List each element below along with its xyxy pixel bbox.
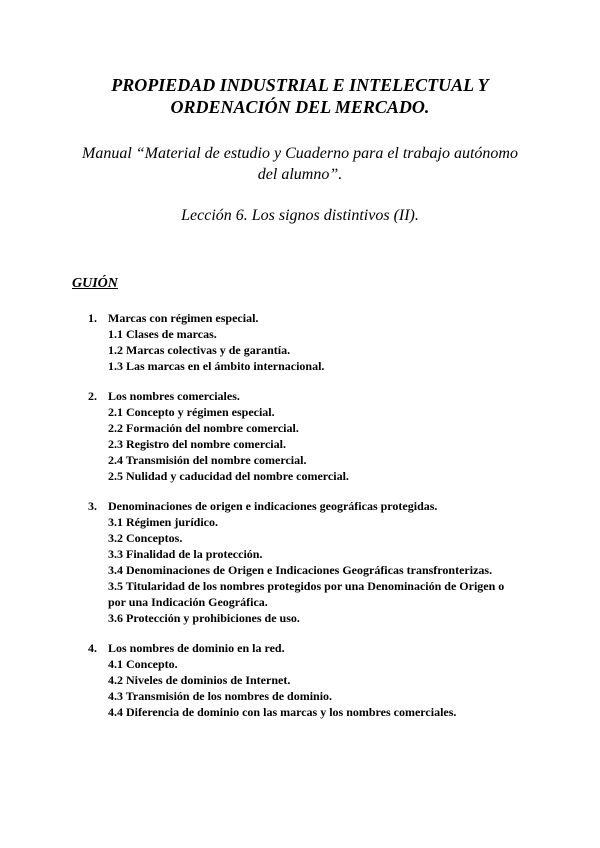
section-number: 3. — [88, 499, 97, 513]
section-header — [88, 310, 528, 326]
list-item: 4.2 Niveles de dominios de Internet. — [108, 673, 291, 687]
section-header — [88, 388, 528, 404]
subtitle-line-1: Manual “Material de estudio y Cuaderno para el trabajo autónomo — [82, 145, 518, 162]
section-header — [88, 640, 528, 656]
list-item: 2.5 Nulidad y caducidad del nombre comercial. — [108, 469, 349, 483]
list-item: 3.6 Protección y prohibiciones de uso. — [108, 611, 300, 625]
list-item: 3.3 Finalidad de la protección. — [108, 547, 263, 561]
section-header — [88, 498, 528, 514]
title-line-1: PROPIEDAD INDUSTRIAL E INTELECTUAL Y — [111, 75, 489, 95]
list-item: 2.2 Formación del nombre comercial. — [108, 421, 299, 435]
list-item: 1.2 Marcas colectivas y de garantía. — [108, 343, 291, 357]
guion-heading: GUIÓN — [72, 276, 118, 291]
section-title: Los nombres de dominio en la red. — [108, 641, 285, 655]
section-number: 2. — [88, 389, 97, 403]
list-item: 2.1 Concepto y régimen especial. — [108, 405, 275, 419]
toc-section-1 — [88, 310, 528, 374]
document-subtitle — [60, 143, 540, 185]
document-title — [60, 74, 540, 118]
toc-section-3 — [88, 498, 528, 626]
list-item: 3.1 Régimen jurídico. — [108, 515, 218, 529]
toc-section-4 — [88, 640, 528, 720]
section-title: Marcas con régimen especial. — [108, 311, 259, 325]
list-item-continuation: por una Indicación Geográfica. — [108, 595, 268, 609]
list-item: 1.3 Las marcas en el ámbito internacional. — [108, 359, 325, 373]
section-number: 1. — [88, 311, 97, 325]
list-item: 3.4 Denominaciones de Origen e Indicaciones Geográficas transfronterizas. — [108, 563, 493, 577]
title-line-2: ORDENACIÓN DEL MERCADO. — [170, 97, 430, 117]
lesson-heading: Lección 6. Los signos distintivos (II). — [181, 207, 419, 224]
list-item: 4.4 Diferencia de dominio con las marcas y los nombres comerciales. — [108, 705, 457, 719]
section-title: Denominaciones de origen e indicaciones geográficas protegidas. — [108, 499, 438, 513]
toc-section-2 — [88, 388, 528, 484]
list-item: 3.2 Conceptos. — [108, 531, 183, 545]
section-number: 4. — [88, 641, 97, 655]
section-title: Los nombres comerciales. — [108, 389, 240, 403]
subtitle-line-2: del alumno”. — [257, 166, 343, 183]
list-item: 1.1 Clases de marcas. — [108, 327, 217, 341]
list-item: 2.3 Registro del nombre comercial. — [108, 437, 286, 451]
list-item: 3.5 Titularidad de los nombres protegidos por una Denominación de Origen o — [108, 579, 505, 593]
list-item: 2.4 Transmisión del nombre comercial. — [108, 453, 307, 467]
table-of-contents — [88, 310, 528, 734]
list-item: 4.1 Concepto. — [108, 657, 178, 671]
list-item: 4.3 Transmisión de los nombres de dominio. — [108, 689, 333, 703]
